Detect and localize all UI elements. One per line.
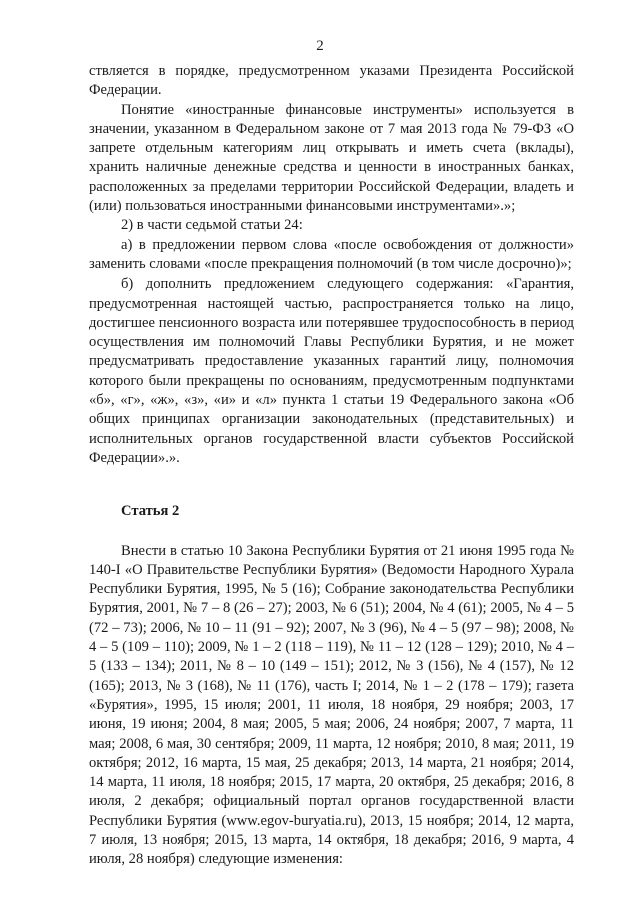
article-heading: Статья 2 [121,503,180,520]
document-body [89,62,574,870]
paragraph-continuation: ствляется в порядке, предусмотренном указами Президента Российской Федерации. [89,63,574,99]
paragraph-subpoint-a: а) в предложении первом слова «после освобождения от должности» заменить словами «после прекращения полномочий (в том числе досрочно)»; [89,236,574,272]
paragraph-financial-instruments: Понятие «иностранные финансовые инструменты» используется в значении, указанном в Федеральном законе от 7 мая 2013 года № 79-ФЗ «О запрете отдельным категориям лиц открывать и иметь счета (вклады), хранить наличные денежные средства и ценности в иностранных банках, расположенных за пределами территории Российской Федерации, владеть и (или) пользоваться иностранными финансовыми инструментами».»; [89,101,574,215]
article-text: Внести в статью 10 Закона Республики Бурятия от 21 июня 1995 года № 140-I «О Правительстве Республики Бурятия» (Ведомости Народного Хурала Республики Бурятия, 1995, № 5 (16); Собрание законодательства Республики Бурятия, 2001, № 7 – 8 (26 – 27); 2003, № 6 (51); 2004, № 4 (61); 2005, № 4 – 5 (72 – 73); 2006, № 10 – 11 (91 – 92); 2007, № 3 (96), № 4 – 5 (97 – 98); 2008, № 4 – 5 (109 – 110); 2009, № 1 – 2 (118 – 119), № 11 – 12 (128 – 129); 2010, № 4 – 5 (133 – 134); 2011, № 8 – 10 (149 – 151); 2012, № 3 (156), № 4 (157), № 12 (165); 2013, № 3 (168), № 11 (176), часть I; 2014, № 1 – 2 (178 – 179); газета «Бурятия», 1995, 15 июля; 2001, 11 июля, 18 ноября, 29 ноября; 2003, 17 июня, 19 июня; 2004, 8 мая; 2005, 5 мая; 2006, 24 ноября; 2007, 7 марта, 11 мая; 2008, 6 мая, 30 сентября; 2009, 11 марта, 12 ноября; 2010, 8 мая; 2011, 19 октября; 2012, 16 марта, 15 мая, 25 декабря; 2013, 14 марта, 21 ноября; 2014, 14 марта, 11 июля, 18 ноября; 2015, 17 марта, 20 октября, 25 декабря; 2016, 8 июля, 2 декабря; официальный портал органов государственной власти Республики Бурятия (www.egov-buryatia.ru), 2013, 15 ноября; 2014, 12 марта, 7 июля, 13 ноября; 2015, 13 марта, 14 октября, 18 декабря; 2016, 9 марта, 4 июля, 28 ноября) следующие изменения: [89,542,574,868]
paragraph-subpoint-b: б) дополнить предложением следующего содержания: «Гарантия, предусмотренная настоящей частью, распространяется только на лицо, достигшее пенсионного возраста или потерявшее трудоспособность в период осуществления им полномочий Главы Республики Бурятия, и не может предусматривать предоставление указанных гарантий лицу, полномочия которого были прекращены по основаниям, предусмотренным подпунктами «б», «г», «ж», «з», «и» и «л» пункта 1 статьи 19 Федерального закона «Об общих принципах организации законодательных (представительных) и исполнительных органов государственной власти субъектов Российской Федерации».». [89,276,574,466]
page-number: 2 [316,38,324,54]
paragraph-point-2: 2) в части седьмой статьи 24: [121,217,303,234]
